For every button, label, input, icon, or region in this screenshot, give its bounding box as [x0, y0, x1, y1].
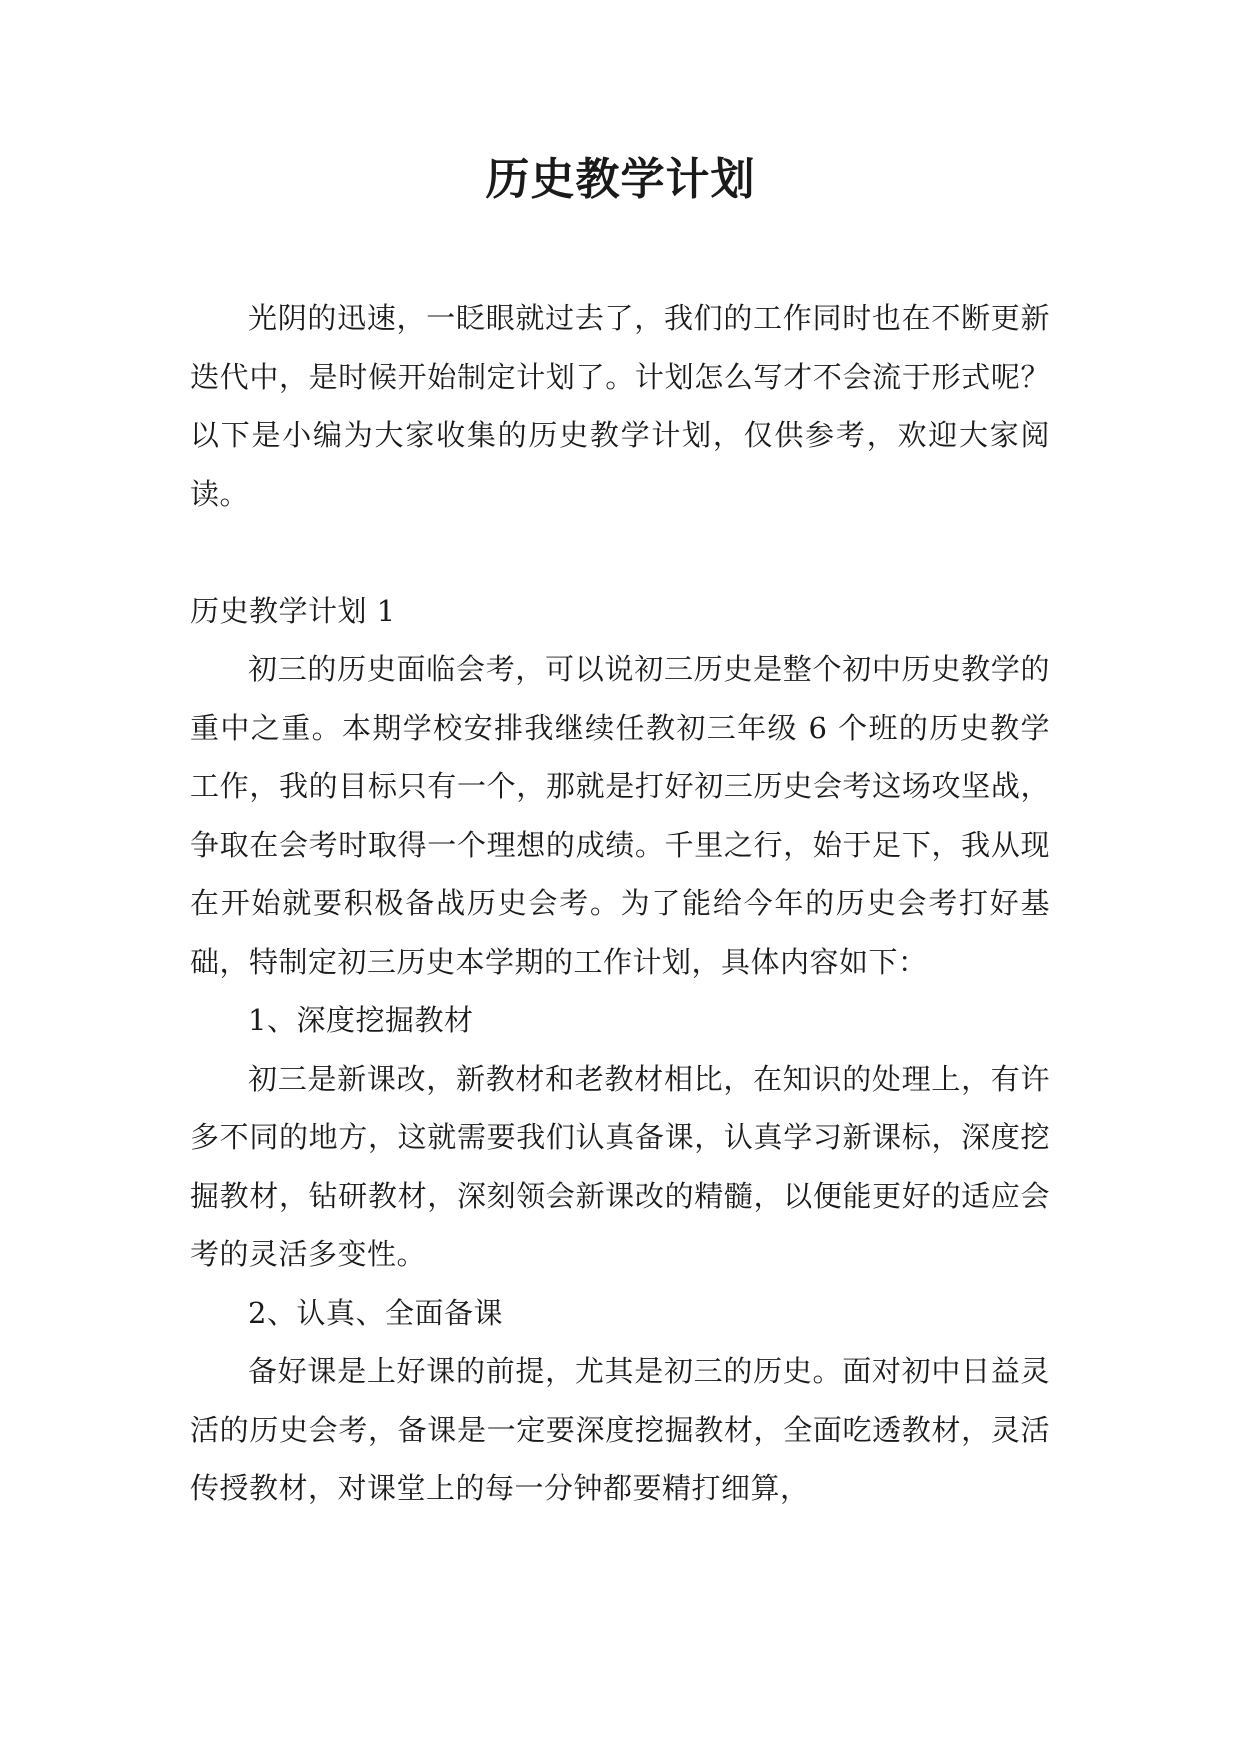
intro-paragraph: 光阴的迅速，一眨眼就过去了，我们的工作同时也在不断更新迭代中，是时候开始制定计划了。计划怎么写才不会流于形式呢？以下是小编为大家收集的历史教学计划，仅供参考，欢迎大家阅读。 [190, 301, 1050, 511]
document-title: 历史教学计划 [485, 154, 756, 205]
document-body [190, 289, 1050, 1518]
section-heading: 历史教学计划 1 [190, 593, 396, 628]
paragraph-gap [190, 523, 1050, 582]
subheading-2: 2、认真、全面备课 [248, 1295, 503, 1330]
body-paragraph: 初三的历史面临会考，可以说初三历史是整个初中历史教学的重中之重。本期学校安排我继续任教初三年级 6 个班的历史教学工作，我的目标只有一个，那就是打好初三历史会考这场攻坚战，争取在会考时取得一个理想的成绩。千里之行，始于足下，我从现在开始就要积极备战历史会考。为了能给今年的历史会考打好基础，特制定初三历史本学期的工作计划，具体内容如下： [190, 652, 1050, 979]
body-paragraph: 备好课是上好课的前提，尤其是初三的历史。面对初中日益灵活的历史会考，备课是一定要深度挖掘教材，全面吃透教材，灵活传授教材，对课堂上的每一分钟都要精打细算， [190, 1354, 1050, 1505]
subheading-1: 1、深度挖掘教材 [248, 1003, 474, 1037]
body-paragraph: 初三是新课改，新教材和老教材相比，在知识的处理上，有许多不同的地方，这就需要我们认真备课，认真学习新课标，深度挖掘教材，钻研教材，深刻领会新课改的精髓，以便能更好的适应会考的灵活多变性。 [190, 1061, 1050, 1271]
